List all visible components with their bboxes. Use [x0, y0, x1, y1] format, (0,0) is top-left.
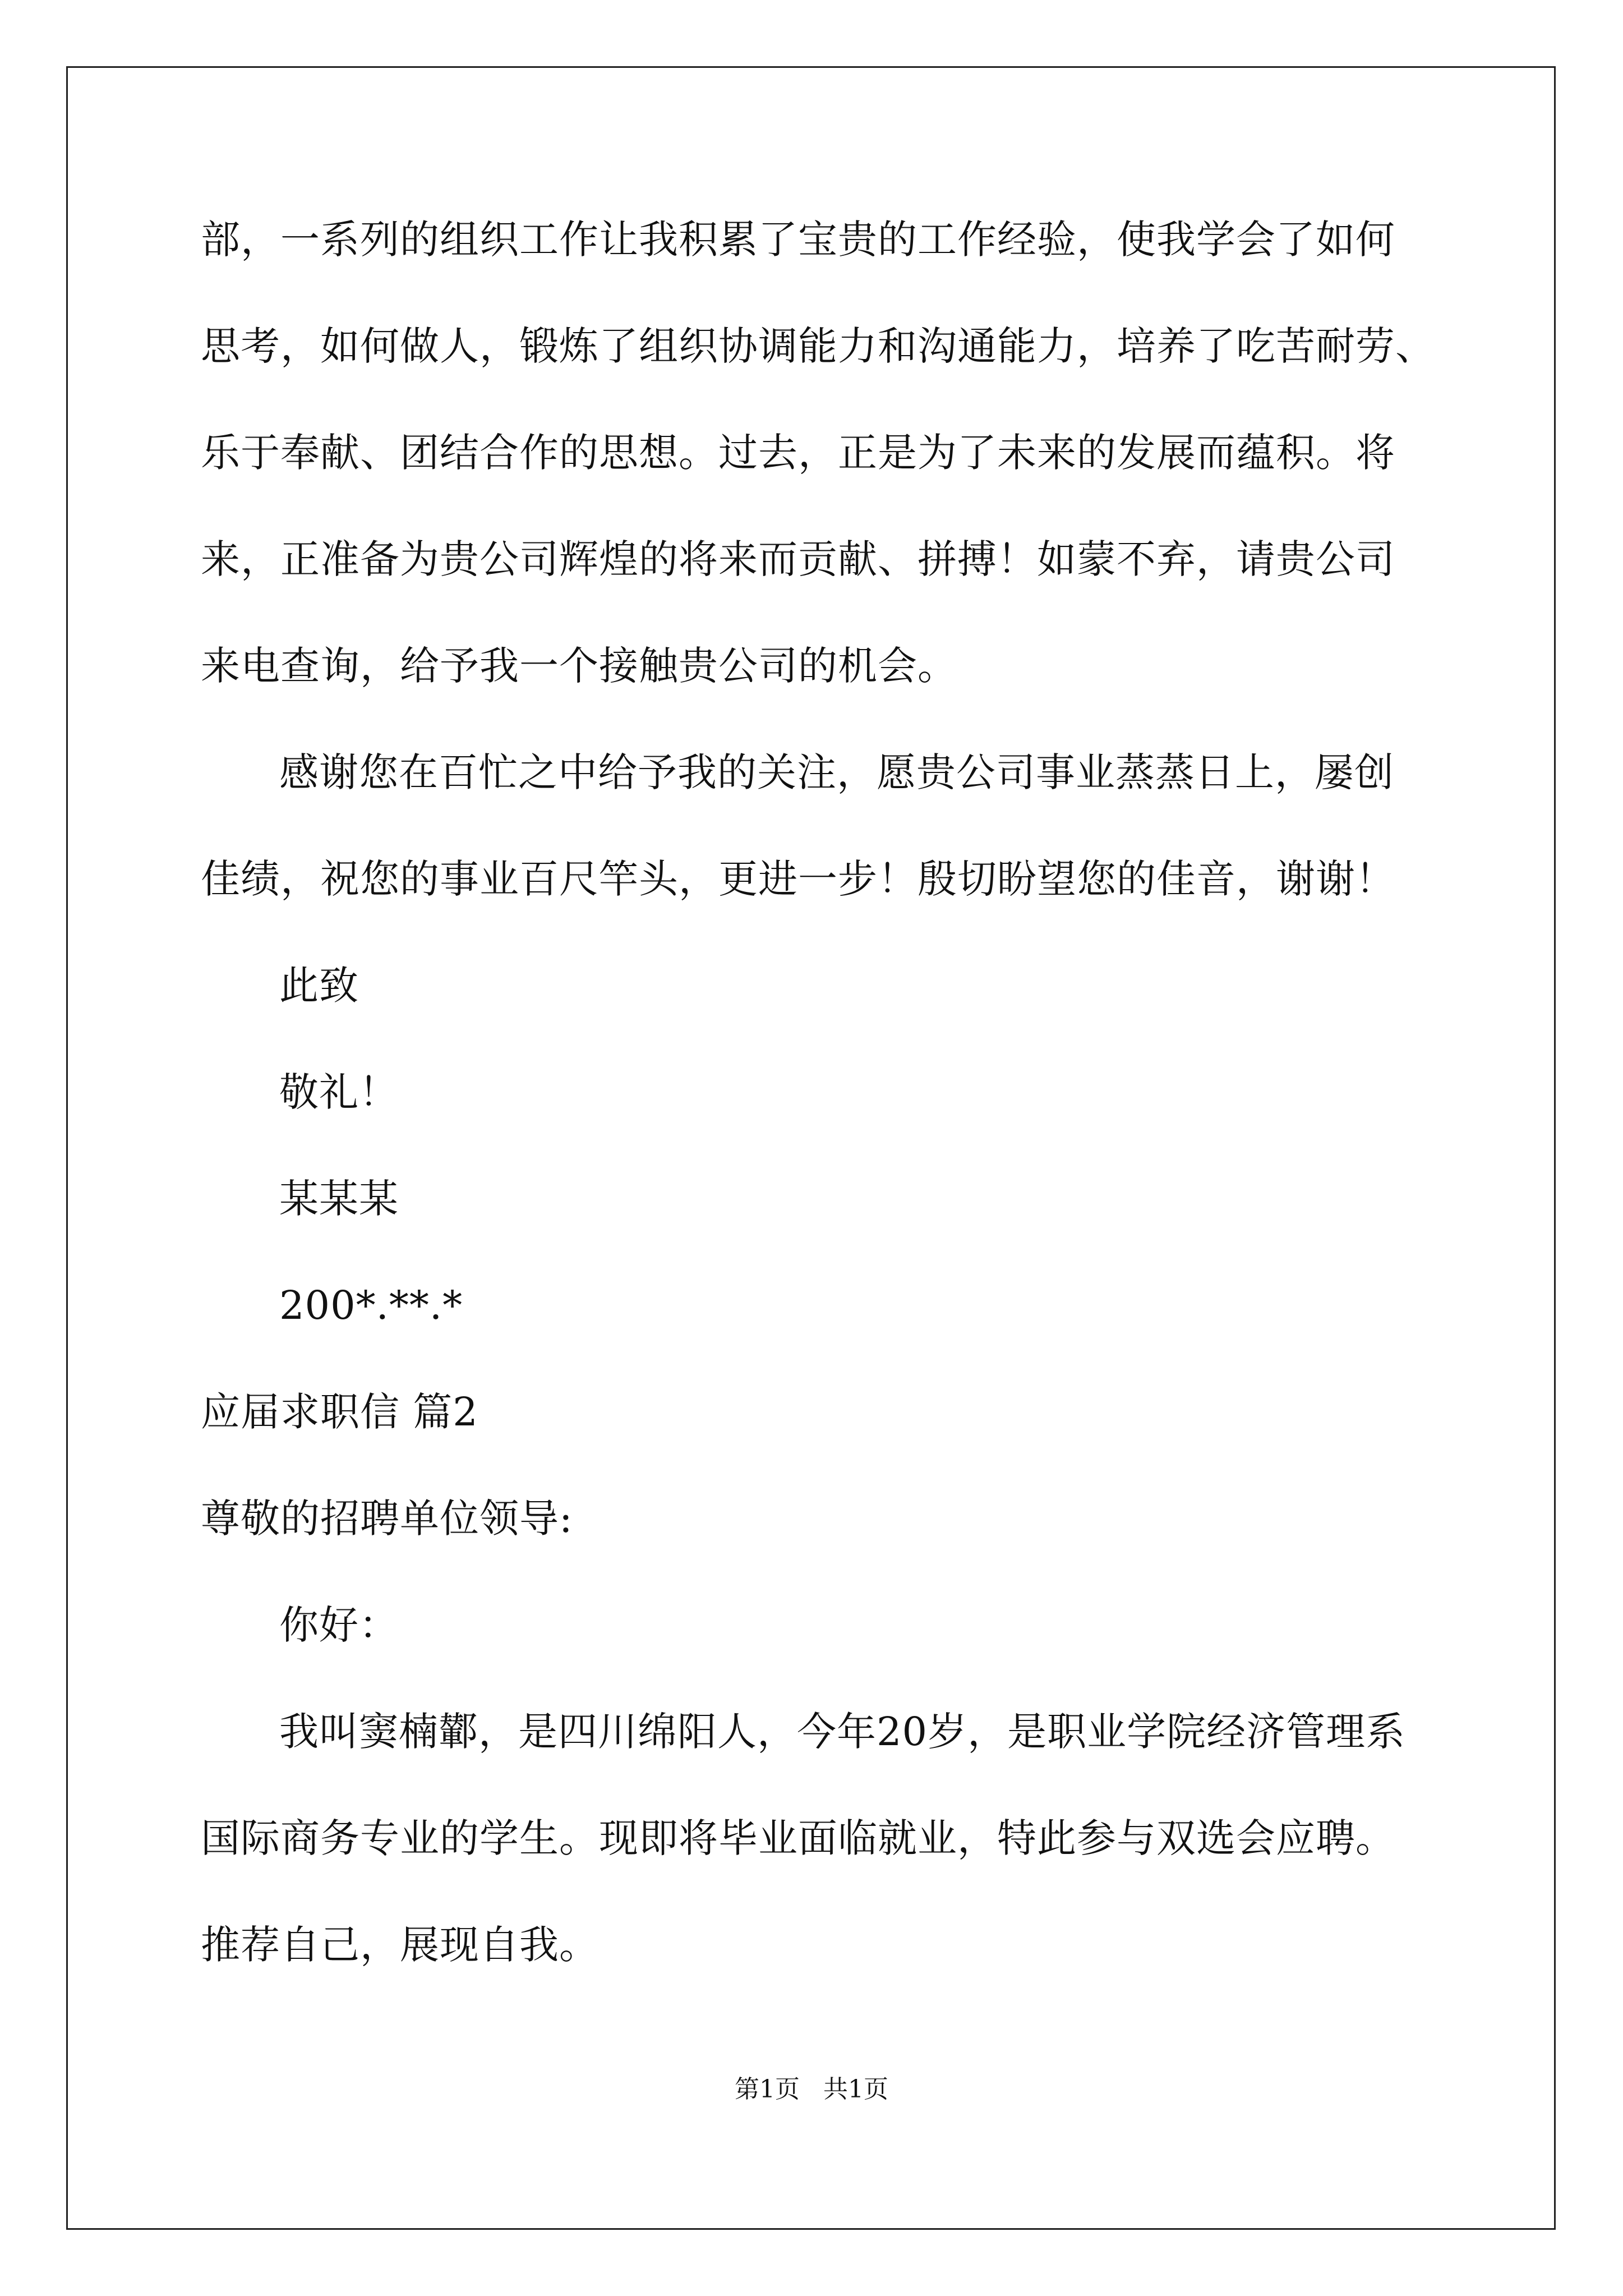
body-text-line: 我叫窦楠鄻，是四川绵阳人，今年20岁，是职业学院经济管理系: [279, 1709, 1406, 1755]
body-text-line: 感谢您在百忙之中给予我的关注，愿贵公司事业蒸蒸日上，屡创: [279, 749, 1394, 795]
letter-greeting: 尊敬的招聘单位领导:: [201, 1496, 573, 1542]
page-frame: [66, 66, 1556, 2230]
signature-name: 某某某: [279, 1176, 399, 1222]
closing-salutation: 此致: [279, 963, 359, 1009]
letter-hello: 你好：: [279, 1602, 399, 1648]
page-footer: 第1页 共1页: [735, 2075, 888, 2104]
body-text-line: 国际商务专业的学生。现即将毕业面临就业，特此参与双选会应聘。: [201, 1815, 1395, 1861]
body-text-line: 来，正准备为贵公司辉煌的将来而贡献、拼搏！如蒙不弃，请贵公司: [201, 536, 1395, 582]
section-heading: 应届求职信 篇2: [201, 1389, 478, 1435]
body-text-line: 来电查询，给予我一个接触贵公司的机会。: [201, 643, 957, 689]
body-text-line: 推荐自己，展现自我。: [201, 1922, 599, 1968]
closing-regards: 敬礼！: [279, 1069, 399, 1115]
body-text-line: 佳绩，祝您的事业百尺竿头，更进一步！殷切盼望您的佳音，谢谢！: [201, 856, 1395, 902]
signature-date: 200*.**.*: [279, 1282, 463, 1328]
body-text-line: 部，一系列的组织工作让我积累了宝贵的工作经验，使我学会了如何: [201, 217, 1395, 263]
body-text-line: 乐于奉献、团结合作的思想。过去，正是为了未来的发展而蕴积。将: [201, 430, 1395, 476]
body-text-line: 思考，如何做人，锻炼了组织协调能力和沟通能力，培养了吃苦耐劳、: [201, 323, 1435, 369]
